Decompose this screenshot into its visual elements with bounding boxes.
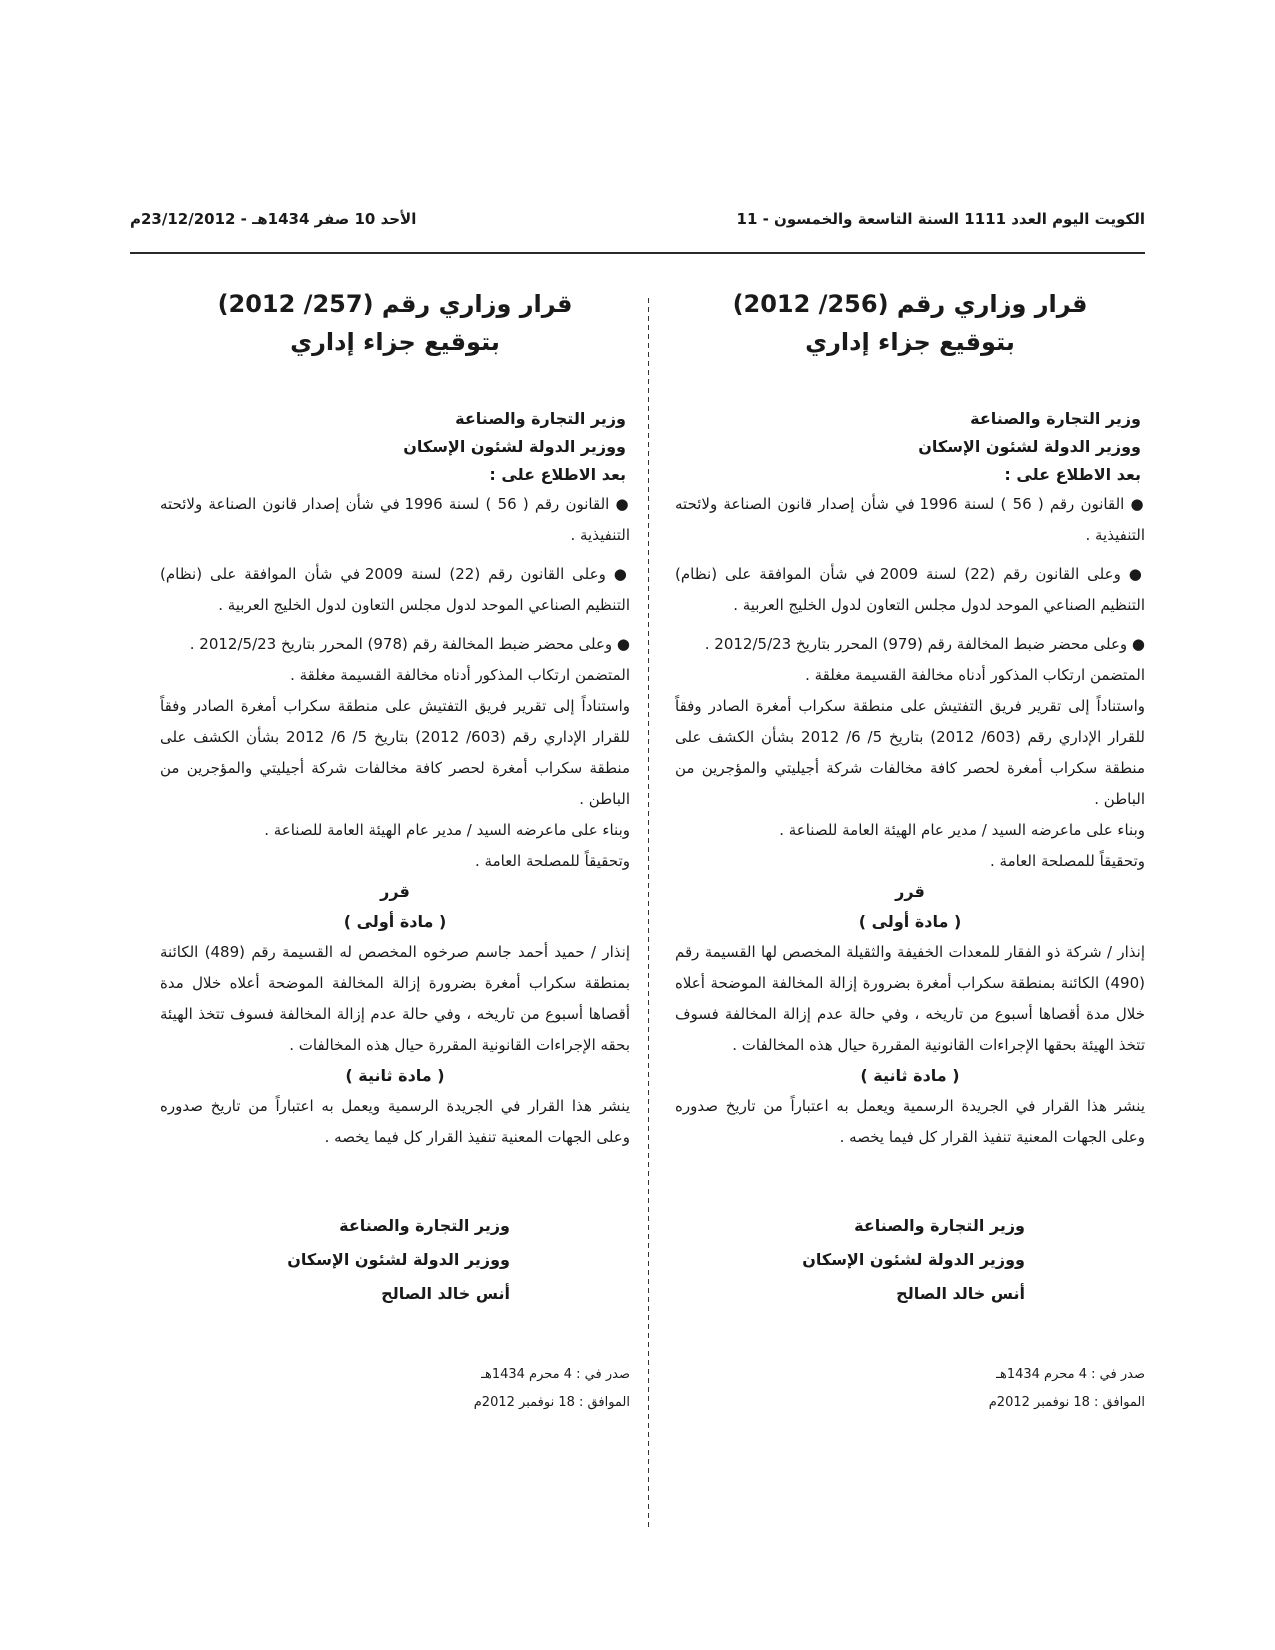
header-date: الأحد 10 صفر 1434هـ - 23/12/2012م	[130, 210, 417, 228]
recital-item: ● القانون رقم ( 56 ) لسنة 1996 في شأن إصدار قانون الصناعة ولائحته التنفيذية .	[160, 495, 630, 544]
recital-item: وتحقيقاً للمصلحة العامة .	[475, 852, 630, 870]
recital-item: واستناداً إلى تقرير فريق التفتيش على منطقة سكراب أمغرة الصادر وفقاً للقرار الإداري رقم (603/ 2012) بتاريخ 5/ 6/ 2012 بشأن الكشف على منطقة سكراب أمغرة لحصر كافة مخالفات شركة أجيليتي والمؤجرين من الباطن .	[675, 697, 1145, 808]
signature-block	[160, 1209, 630, 1311]
decision-title: قرار وزاري رقم (256/ 2012)	[732, 290, 1088, 318]
recital-item: ● وعلى محضر ضبط المخالفة رقم (978) المحرر بتاريخ 2012/5/23 .	[189, 635, 630, 653]
signature-title: وزير التجارة والصناعة	[854, 1216, 1025, 1235]
decision-subtitle: بتوقيع جزاء إداري	[805, 328, 1015, 356]
issuer-line: ووزير الدولة لشئون الإسكان	[918, 437, 1141, 456]
decision-256-column	[675, 285, 1145, 1417]
article-text: إنذار / شركة ذو الفقار للمعدات الخفيفة والثقيلة المخصص لها القسيمة رقم (490) الكائنة بمنطقة سكراب أمغرة بضرورة إزالة المخالفة الموضحة أعلاه خلال مدة أقصاها أسبوع من تاريخه ، وفي حالة عدم إزالة المخالفة فسوف تتخذ الهيئة بحقها الإجراءات القانونية المقررة حيال هذه المخالفات .	[675, 943, 1145, 1054]
article-text: ينشر هذا القرار في الجريدة الرسمية ويعمل به اعتباراً من تاريخ صدوره وعلى الجهات المعنية تنفيذ القرار كل فيما يخصه .	[160, 1097, 630, 1146]
article-heading: ( مادة أولى )	[858, 912, 962, 931]
signature-title: وزير التجارة والصناعة	[339, 1216, 510, 1235]
issued-gregorian: الموافق : 18 نوفمبر 2012م	[473, 1395, 630, 1410]
issue-date-block	[675, 1361, 1145, 1417]
issue-date-block	[160, 1361, 630, 1417]
header-rule	[130, 252, 1145, 254]
recital-item: واستناداً إلى تقرير فريق التفتيش على منطقة سكراب أمغرة الصادر وفقاً للقرار الإداري رقم (603/ 2012) بتاريخ 5/ 6/ 2012 بشأن الكشف على منطقة سكراب أمغرة لحصر كافة مخالفات شركة أجيليتي والمؤجرين من الباطن .	[160, 697, 630, 808]
signature-block	[675, 1209, 1145, 1311]
decision-subtitle: بتوقيع جزاء إداري	[290, 328, 500, 356]
decided-heading: قرر	[895, 882, 925, 901]
page-header	[130, 210, 1145, 242]
column-divider	[648, 298, 649, 1528]
issuer-line: وزير التجارة والصناعة	[455, 409, 626, 428]
signature-title: ووزير الدولة لشئون الإسكان	[802, 1250, 1025, 1269]
decision-257-column	[160, 285, 630, 1417]
recital-item: ● القانون رقم ( 56 ) لسنة 1996 في شأن إصدار قانون الصناعة ولائحته التنفيذية .	[675, 495, 1145, 544]
article-text: ينشر هذا القرار في الجريدة الرسمية ويعمل به اعتباراً من تاريخ صدوره وعلى الجهات المعنية تنفيذ القرار كل فيما يخصه .	[675, 1097, 1145, 1146]
issued-hijri: صدر في : 4 محرم 1434هـ	[996, 1367, 1145, 1382]
signature-name: أنس خالد الصالح	[381, 1284, 510, 1303]
article-heading: ( مادة ثانية )	[345, 1066, 445, 1085]
article-text: إنذار / حميد أحمد جاسم صرخوه المخصص له القسيمة رقم (489) الكائنة بمنطقة سكراب أمغرة بضرورة إزالة المخالفة الموضحة أعلاه خلال مدة أقصاها أسبوع من تاريخه ، وفي حالة عدم إزالة المخالفة فسوف تتخذ الهيئة بحقه الإجراءات القانونية المقررة حيال هذه المخالفات .	[160, 943, 630, 1054]
decision-title: قرار وزاري رقم (257/ 2012)	[217, 290, 573, 318]
recital-item: ● وعلى القانون رقم (22) لسنة 2009 في شأن الموافقة على (نظام) التنظيم الصناعي الموحد لدول مجلس التعاون لدول الخليج العربية .	[160, 565, 630, 614]
decided-heading: قرر	[380, 882, 410, 901]
after-review-line: بعد الاطلاع على :	[1004, 465, 1141, 484]
signature-name: أنس خالد الصالح	[896, 1284, 1025, 1303]
recital-item: المتضمن ارتكاب المذكور أدناه مخالفة القسيمة مغلقة .	[290, 666, 630, 684]
recital-item: ● وعلى القانون رقم (22) لسنة 2009 في شأن الموافقة على (نظام) التنظيم الصناعي الموحد لدول مجلس التعاون لدول الخليج العربية .	[675, 565, 1145, 614]
recital-item: وتحقيقاً للمصلحة العامة .	[990, 852, 1145, 870]
header-issue-info: الكويت اليوم العدد 1111 السنة التاسعة والخمسون - 11	[736, 210, 1145, 228]
recital-item: المتضمن ارتكاب المذكور أدناه مخالفة القسيمة مغلقة .	[805, 666, 1145, 684]
issuer-line: ووزير الدولة لشئون الإسكان	[403, 437, 626, 456]
signature-title: ووزير الدولة لشئون الإسكان	[287, 1250, 510, 1269]
issuer-line: وزير التجارة والصناعة	[970, 409, 1141, 428]
recital-item: ● وعلى محضر ضبط المخالفة رقم (979) المحرر بتاريخ 2012/5/23 .	[704, 635, 1145, 653]
issued-hijri: صدر في : 4 محرم 1434هـ	[481, 1367, 630, 1382]
recital-item: وبناء على ماعرضه السيد / مدير عام الهيئة العامة للصناعة .	[264, 821, 630, 839]
article-heading: ( مادة ثانية )	[860, 1066, 960, 1085]
after-review-line: بعد الاطلاع على :	[489, 465, 626, 484]
recital-item: وبناء على ماعرضه السيد / مدير عام الهيئة العامة للصناعة .	[779, 821, 1145, 839]
article-heading: ( مادة أولى )	[343, 912, 447, 931]
issued-gregorian: الموافق : 18 نوفمبر 2012م	[988, 1395, 1145, 1410]
